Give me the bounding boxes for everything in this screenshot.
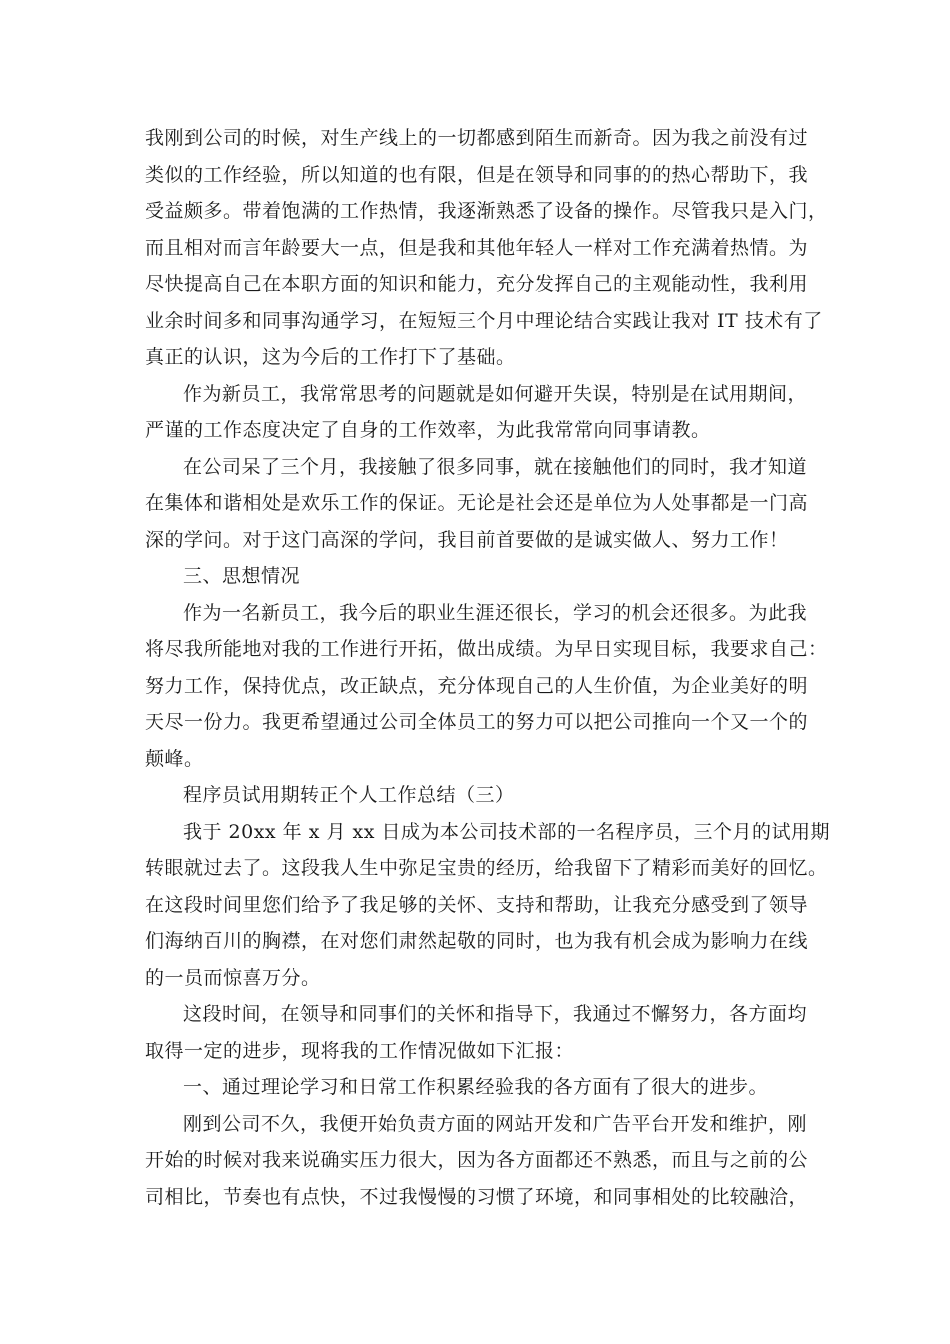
text-line: 转眼就过去了。这段我人生中弥足宝贵的经历，给我留下了精彩而美好的回忆。 [145, 857, 828, 879]
section-title: 程序员试用期转正个人工作总结（三） [183, 784, 515, 806]
text-line: 在集体和谐相处是欢乐工作的保证。无论是社会还是单位为人处事都是一门高 [145, 492, 809, 514]
paragraph-start-line: 作为一名新员工，我今后的职业生涯还很长，学习的机会还很多。为此我 [183, 601, 808, 624]
paragraph-start-line: 我于 20xx 年 x 月 xx 日成为本公司技术部的一名程序员，三个月的试用期 [183, 820, 830, 843]
text-line: 司相比，节奏也有点快，不过我慢慢的习惯了环境，和同事相处的比较融洽， [145, 1185, 809, 1208]
text-line: 类似的工作经验，所以知道的也有限，但是在领导和同事的的热心帮助下，我 [145, 163, 809, 186]
text-line: 开始的时候对我来说确实压力很大，因为各方面都还不熟悉，而且与之前的公 [145, 1149, 809, 1171]
paragraph-start-line: 这段时间，在领导和同事们的关怀和指导下，我通过不懈努力，各方面均 [183, 1003, 808, 1025]
paragraph-start-line: 在公司呆了三个月，我接触了很多同事，就在接触他们的同时，我才知道 [183, 455, 808, 478]
text-line: 我刚到公司的时候，对生产线上的一切都感到陌生而新奇。因为我之前没有过 [145, 127, 809, 149]
text-line: 在这段时间里您们给予了我足够的关怀、支持和帮助，让我充分感受到了领导 [145, 893, 809, 916]
text-line: 业余时间多和同事沟通学习，在短短三个月中理论结合实践让我对 IT 技术有了 [145, 309, 823, 332]
text-line: 严谨的工作态度决定了自身的工作效率，为此我常常向同事请教。 [145, 419, 711, 441]
text-line: 将尽我所能地对我的工作进行开拓，做出成绩。为早日实现目标，我要求自己： [145, 638, 828, 660]
text-line: 取得一定的进步，现将我的工作情况做如下汇报： [145, 1039, 575, 1062]
section-heading: 三、思想情况 [183, 565, 301, 587]
text-line: 们海纳百川的胸襟，在对您们肃然起敬的同时，也为我有机会成为影响力在线 [145, 930, 809, 952]
text-line: 真正的认识，这为今后的工作打下了基础。 [145, 346, 516, 368]
document-body [145, 120, 830, 1215]
text-line: 颠峰。 [145, 747, 204, 770]
text-line: 的一员而惊喜万分。 [145, 966, 321, 989]
text-line: 尽快提高自己在本职方面的知识和能力，充分发挥自己的主观能动性，我利用 [145, 273, 809, 295]
text-line: 天尽一份力。我更希望通过公司全体员工的努力可以把公司推向一个又一个的 [145, 711, 809, 733]
text-line: 努力工作，保持优点，改正缺点，充分体现自己的人生价值，为企业美好的明 [145, 674, 809, 697]
paragraph-start-line: 作为新员工，我常常思考的问题就是如何避开失误，特别是在试用期间， [183, 382, 808, 405]
section-heading: 一、通过理论学习和日常工作积累经验我的各方面有了很大的进步。 [183, 1076, 769, 1098]
text-line: 深的学问。对于这门高深的学问，我目前首要做的是诚实做人、努力工作！ [145, 528, 789, 551]
paragraph-start-line: 刚到公司不久，我便开始负责方面的网站开发和广告平台开发和维护，刚 [183, 1112, 808, 1135]
text-line: 受益颇多。带着饱满的工作热情，我逐渐熟悉了设备的操作。尽管我只是入门， [145, 200, 828, 222]
text-line: 而且相对而言年龄要大一点，但是我和其他年轻人一样对工作充满着热情。为 [145, 236, 809, 259]
